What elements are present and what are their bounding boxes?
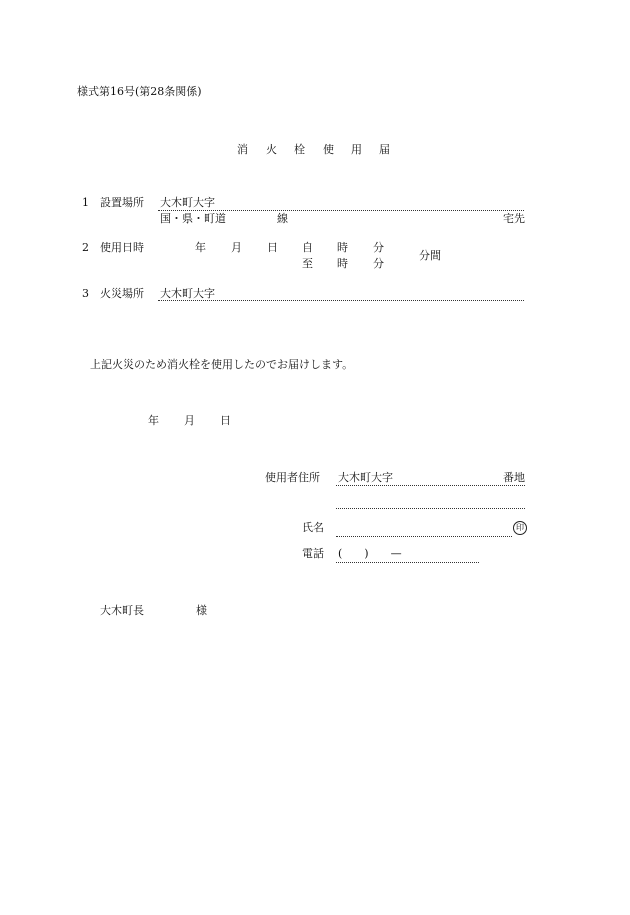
fire-town: 大木町大字	[160, 287, 215, 300]
title-char: 使	[323, 143, 334, 156]
user-address-town: 大木町大字	[338, 471, 393, 484]
user-address-field-line2[interactable]	[336, 508, 525, 509]
title-char: 消	[237, 143, 248, 156]
date-month: 月	[184, 414, 195, 427]
location-field[interactable]	[158, 210, 524, 211]
road-types: 国・県・町道	[160, 212, 226, 225]
title-char: 用	[351, 143, 362, 156]
title-char: 栓	[294, 143, 305, 156]
user-phone-format: ( ) —	[338, 547, 402, 560]
destination-suffix: 宅先	[503, 212, 525, 225]
item-3-number: 3	[82, 287, 89, 300]
addressee-office: 大木町長	[100, 604, 144, 617]
item-1-number: 1	[82, 196, 89, 209]
seal-mark: 印	[513, 521, 527, 535]
form-reference: 様式第16号(第28条関係)	[77, 85, 202, 98]
fire-location-field[interactable]	[158, 300, 524, 301]
datetime-to-hour: 時	[337, 257, 348, 270]
location-town: 大木町大字	[160, 196, 215, 209]
datetime-month: 月	[231, 241, 242, 254]
user-address-label: 使用者住所	[265, 471, 320, 484]
user-address-suffix: 番地	[503, 471, 525, 484]
item-2-label: 使用日時	[100, 241, 144, 254]
user-name-label: 氏名	[302, 521, 324, 534]
item-3-label: 火災場所	[100, 287, 144, 300]
datetime-year: 年	[195, 241, 206, 254]
datetime-duration: 分間	[419, 249, 441, 262]
item-2-number: 2	[82, 241, 89, 254]
title-char: 届	[379, 143, 390, 156]
datetime-from-hour: 時	[337, 241, 348, 254]
user-phone-field[interactable]	[336, 562, 479, 563]
title-char: 火	[266, 143, 277, 156]
addressee-honorific: 様	[196, 604, 207, 617]
date-year: 年	[148, 414, 159, 427]
datetime-from-minute: 分	[373, 241, 384, 254]
item-1-label: 設置場所	[100, 196, 144, 209]
datetime-from: 自	[302, 241, 313, 254]
user-address-field[interactable]	[336, 485, 525, 486]
line-suffix: 線	[277, 212, 288, 225]
datetime-to-minute: 分	[373, 257, 384, 270]
user-name-field[interactable]	[336, 536, 512, 537]
date-day: 日	[220, 414, 231, 427]
user-phone-label: 電話	[302, 547, 324, 560]
statement: 上記火災のため消火栓を使用したのでお届けします。	[90, 358, 354, 371]
datetime-day: 日	[267, 241, 278, 254]
datetime-to: 至	[302, 257, 313, 270]
